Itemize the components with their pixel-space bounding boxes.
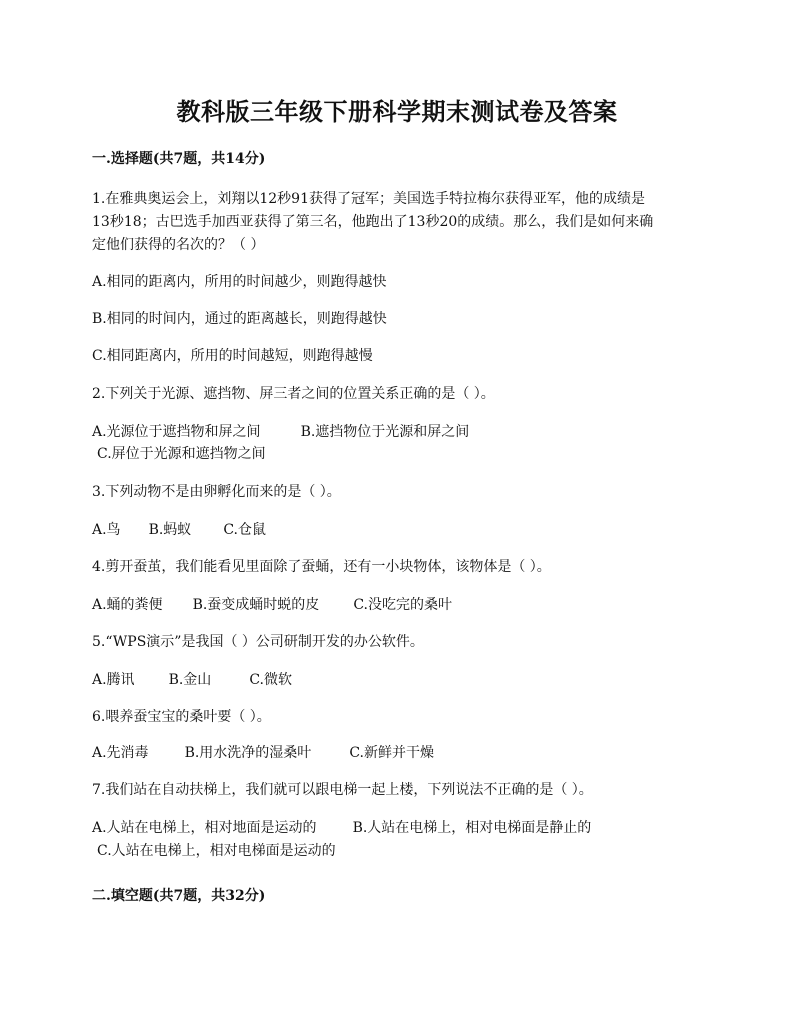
- q5-option-c: C.微软: [249, 672, 292, 688]
- q4-options: [92, 594, 452, 616]
- q4-option-a: A.蛹的粪便: [92, 597, 163, 613]
- q4-option-b: B.蚕变成蛹时蜕的皮: [192, 597, 320, 613]
- q3-option-c: C.仓鼠: [223, 522, 266, 538]
- q7-option-b: B.人站在电梯上，相对电梯面是静止的: [352, 820, 592, 836]
- q3-options: [92, 519, 266, 541]
- q2-option-b: B.遮挡物位于光源和屏之间: [300, 424, 470, 440]
- q2-text: 2.下列关于光源、遮挡物、屏三者之间的位置关系正确的是（ ）。: [92, 386, 495, 402]
- q1-option-b: B.相同的时间内，通过的距离越长，则跑得越快: [92, 311, 387, 327]
- q5-options: [92, 669, 292, 691]
- q6-option-b: B.用水洗净的湿桑叶: [184, 745, 312, 761]
- q1-line2: 13秒18；古巴选手加西亚获得了第三名，他跑出了13秒20的成绩。那么，我们是如何来确: [92, 214, 654, 230]
- q6-option-a: A.先消毒: [92, 745, 149, 761]
- q1-option-c: C.相同距离内，所用的时间越短，则跑得越慢: [92, 348, 373, 364]
- section-heading-fill: 二.填空题(共7题，共32分): [92, 888, 266, 904]
- q1-line1: 1.在雅典奥运会上，刘翔以12秒91获得了冠军；美国选手特拉梅尔获得亚军，他的成绩是: [92, 191, 645, 207]
- q7-option-a: A.人站在电梯上，相对地面是运动的: [92, 820, 317, 836]
- q7-option-c: C.人站在电梯上，相对电梯面是运动的: [97, 843, 336, 859]
- q2-option-a: A.光源位于遮挡物和屏之间: [92, 424, 261, 440]
- q2-option-c: C.屏位于光源和遮挡物之间: [97, 446, 266, 462]
- q4-text: 4.剪开蚕茧，我们能看见里面除了蚕蛹，还有一小块物体，该物体是（ ）。: [92, 559, 551, 575]
- q6-options: [92, 742, 434, 764]
- q1-option-a: A.相同的距离内，所用的时间越少，则跑得越快: [92, 274, 387, 290]
- q1-line3: 定他们获得的名次的？（ ）: [92, 237, 265, 253]
- q7-text: 7.我们站在自动扶梯上，我们就可以跟电梯一起上楼，下列说法不正确的是（ ）。: [92, 782, 593, 798]
- q7-options-row1: [92, 817, 591, 839]
- q6-option-c: C.新鲜并干燥: [349, 745, 434, 761]
- q3-option-b: B.蚂蚁: [148, 522, 192, 538]
- q4-option-c: C.没吃完的桑叶: [353, 597, 452, 613]
- q6-text: 6.喂养蚕宝宝的桑叶要（ ）。: [92, 709, 271, 725]
- q2-options-row1: [92, 421, 469, 443]
- q5-option-a: A.腾讯: [92, 672, 135, 688]
- q3-text: 3.下列动物不是由卵孵化而来的是（ ）。: [92, 484, 341, 500]
- q3-option-a: A.鸟: [92, 522, 121, 538]
- q5-text: 5.“WPS演示”是我国（ ）公司研制开发的办公软件。: [92, 634, 424, 650]
- document-title: 教科版三年级下册科学期末测试卷及答案: [176, 97, 618, 126]
- section-heading-choice: 一.选择题(共7题，共14分): [92, 151, 266, 167]
- q5-option-b: B.金山: [168, 672, 212, 688]
